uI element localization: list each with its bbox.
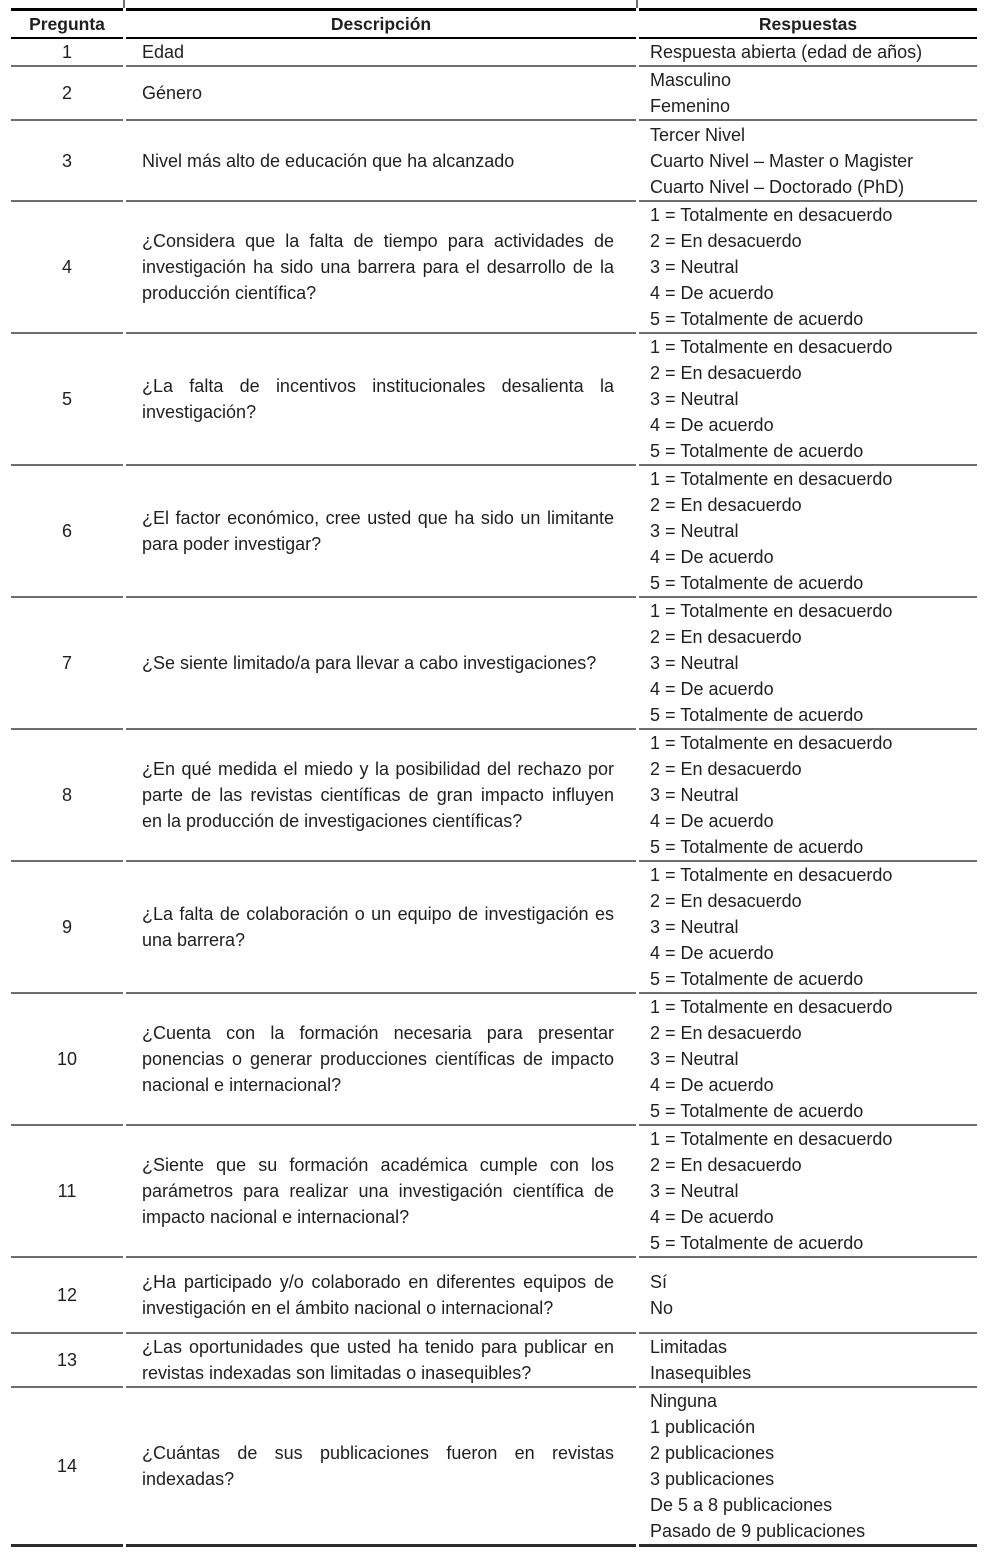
response-option: 2 = En desacuerdo — [650, 363, 802, 383]
response-option: De 5 a 8 publicaciones — [650, 1495, 833, 1515]
response-option: 1 = Totalmente en desacuerdo — [650, 1129, 893, 1149]
question-responses — [639, 121, 977, 202]
response-option: 1 publicación — [650, 1417, 756, 1437]
question-description: ¿Siente que su formación académica cumple con los parámetros para realizar una investigación científica de impacto nacional e internacional? — [126, 1126, 636, 1258]
response-option: No — [650, 1298, 674, 1318]
response-option: 3 = Neutral — [650, 653, 739, 673]
question-description: ¿Considera que la falta de tiempo para actividades de investigación ha sido una barrera para el desarrollo de la producción científica? — [126, 202, 636, 334]
response-option: 2 = En desacuerdo — [650, 759, 802, 779]
response-option: 3 = Neutral — [650, 917, 739, 937]
question-description: ¿La falta de colaboración o un equipo de investigación es una barrera? — [126, 862, 636, 994]
response-option: 2 = En desacuerdo — [650, 1023, 802, 1043]
response-option: Cuarto Nivel – Doctorado (PhD) — [650, 176, 905, 197]
response-option: Ninguna — [650, 1391, 718, 1411]
question-number: 12 — [11, 1258, 123, 1334]
question-number: 4 — [11, 202, 123, 334]
question-responses — [639, 466, 977, 598]
question-description: ¿Ha participado y/o colaborado en diferentes equipos de investigación en el ámbito nacional o internacional? — [126, 1258, 636, 1334]
response-option: 5 = Totalmente de acuerdo — [650, 837, 864, 857]
question-responses — [639, 202, 977, 334]
response-option: 1 = Totalmente en desacuerdo — [650, 601, 893, 621]
question-responses — [639, 994, 977, 1126]
response-option: 2 = En desacuerdo — [650, 627, 802, 647]
question-description: Género — [126, 67, 636, 121]
table-header-row — [11, 8, 977, 39]
response-option: 5 = Totalmente de acuerdo — [650, 705, 864, 725]
question-responses — [639, 39, 977, 67]
response-option: 1 = Totalmente en desacuerdo — [650, 733, 893, 753]
response-option: 3 = Neutral — [650, 1181, 739, 1201]
table-row — [11, 730, 977, 862]
response-option: 5 = Totalmente de acuerdo — [650, 573, 864, 593]
response-option: 4 = De acuerdo — [650, 415, 774, 435]
response-option: 3 = Neutral — [650, 1049, 739, 1069]
response-option: 4 = De acuerdo — [650, 283, 774, 303]
table-row — [11, 1388, 977, 1547]
question-responses — [639, 1388, 977, 1547]
response-option: 1 = Totalmente en desacuerdo — [650, 469, 893, 489]
header-descripcion: Descripción — [126, 8, 636, 39]
question-responses — [639, 862, 977, 994]
response-option: 5 = Totalmente de acuerdo — [650, 1101, 864, 1121]
question-responses — [639, 67, 977, 121]
question-description: ¿Las oportunidades que usted ha tenido para publicar en revistas indexadas son limitadas o inasequibles? — [126, 1334, 636, 1388]
table-row — [11, 1334, 977, 1388]
response-option: Limitadas — [650, 1337, 728, 1357]
response-option: 1 = Totalmente en desacuerdo — [650, 205, 893, 225]
question-number: 14 — [11, 1388, 123, 1547]
response-option: 2 publicaciones — [650, 1443, 775, 1463]
response-option: 4 = De acuerdo — [650, 547, 774, 567]
table-row — [11, 1126, 977, 1258]
column-divider-tick — [123, 0, 125, 8]
response-option: 5 = Totalmente de acuerdo — [650, 441, 864, 461]
response-option: Respuesta abierta (edad de años) — [650, 42, 923, 62]
response-option: 3 = Neutral — [650, 521, 739, 541]
response-option: 2 = En desacuerdo — [650, 231, 802, 251]
table-row — [11, 598, 977, 730]
question-responses — [639, 334, 977, 466]
table-row — [11, 121, 977, 202]
question-number: 13 — [11, 1334, 123, 1388]
response-option: 2 = En desacuerdo — [650, 1155, 802, 1175]
response-option: Sí — [650, 1272, 668, 1292]
response-option: 3 = Neutral — [650, 785, 739, 805]
response-option: Tercer Nivel — [650, 124, 746, 145]
table-row — [11, 202, 977, 334]
table-row — [11, 466, 977, 598]
response-option: 4 = De acuerdo — [650, 943, 774, 963]
response-option: Pasado de 9 publicaciones — [650, 1521, 866, 1541]
question-description: ¿En qué medida el miedo y la posibilidad del rechazo por parte de las revistas científicas de gran impacto influyen en la producción de investigaciones científicas? — [126, 730, 636, 862]
response-option: Inasequibles — [650, 1363, 752, 1383]
table-row — [11, 862, 977, 994]
question-description: Nivel más alto de educación que ha alcanzado — [126, 121, 636, 202]
table-row — [11, 39, 977, 67]
question-responses — [639, 1258, 977, 1334]
question-description: ¿Se siente limitado/a para llevar a cabo investigaciones? — [126, 598, 636, 730]
question-number: 7 — [11, 598, 123, 730]
question-description: Edad — [126, 39, 636, 67]
header-respuestas: Respuestas — [639, 8, 977, 39]
question-number: 2 — [11, 67, 123, 121]
question-description: ¿El factor económico, cree usted que ha sido un limitante para poder investigar? — [126, 466, 636, 598]
response-option: Femenino — [650, 96, 731, 116]
table-row — [11, 67, 977, 121]
response-option: 4 = De acuerdo — [650, 679, 774, 699]
response-option: 4 = De acuerdo — [650, 811, 774, 831]
question-number: 8 — [11, 730, 123, 862]
question-number: 5 — [11, 334, 123, 466]
response-option: 5 = Totalmente de acuerdo — [650, 969, 864, 989]
questionnaire-table — [8, 8, 980, 1547]
question-responses — [639, 730, 977, 862]
response-option: 5 = Totalmente de acuerdo — [650, 1233, 864, 1253]
question-number: 11 — [11, 1126, 123, 1258]
response-option: 1 = Totalmente en desacuerdo — [650, 865, 893, 885]
question-number: 6 — [11, 466, 123, 598]
table-row — [11, 1258, 977, 1334]
response-option: 3 = Neutral — [650, 389, 739, 409]
header-pregunta: Pregunta — [11, 8, 123, 39]
response-option: 3 publicaciones — [650, 1469, 775, 1489]
question-responses — [639, 598, 977, 730]
response-option: 2 = En desacuerdo — [650, 891, 802, 911]
question-description: ¿Cuántas de sus publicaciones fueron en revistas indexadas? — [126, 1388, 636, 1547]
response-option: 5 = Totalmente de acuerdo — [650, 309, 864, 329]
response-option: 1 = Totalmente en desacuerdo — [650, 997, 893, 1017]
question-description: ¿Cuenta con la formación necesaria para presentar ponencias o generar producciones científicas de impacto nacional e internacional? — [126, 994, 636, 1126]
question-number: 3 — [11, 121, 123, 202]
question-description: ¿La falta de incentivos institucionales desalienta la investigación? — [126, 334, 636, 466]
question-number: 1 — [11, 39, 123, 67]
question-number: 10 — [11, 994, 123, 1126]
response-option: 4 = De acuerdo — [650, 1075, 774, 1095]
question-responses — [639, 1334, 977, 1388]
question-responses — [639, 1126, 977, 1258]
response-option: Masculino — [650, 70, 732, 90]
response-option: 3 = Neutral — [650, 257, 739, 277]
table-row — [11, 994, 977, 1126]
table-row — [11, 334, 977, 466]
response-option: 1 = Totalmente en desacuerdo — [650, 337, 893, 357]
response-option: 2 = En desacuerdo — [650, 495, 802, 515]
column-divider-tick — [636, 0, 638, 8]
response-option: Cuarto Nivel – Master o Magister — [650, 150, 914, 171]
response-option: 4 = De acuerdo — [650, 1207, 774, 1227]
question-number: 9 — [11, 862, 123, 994]
